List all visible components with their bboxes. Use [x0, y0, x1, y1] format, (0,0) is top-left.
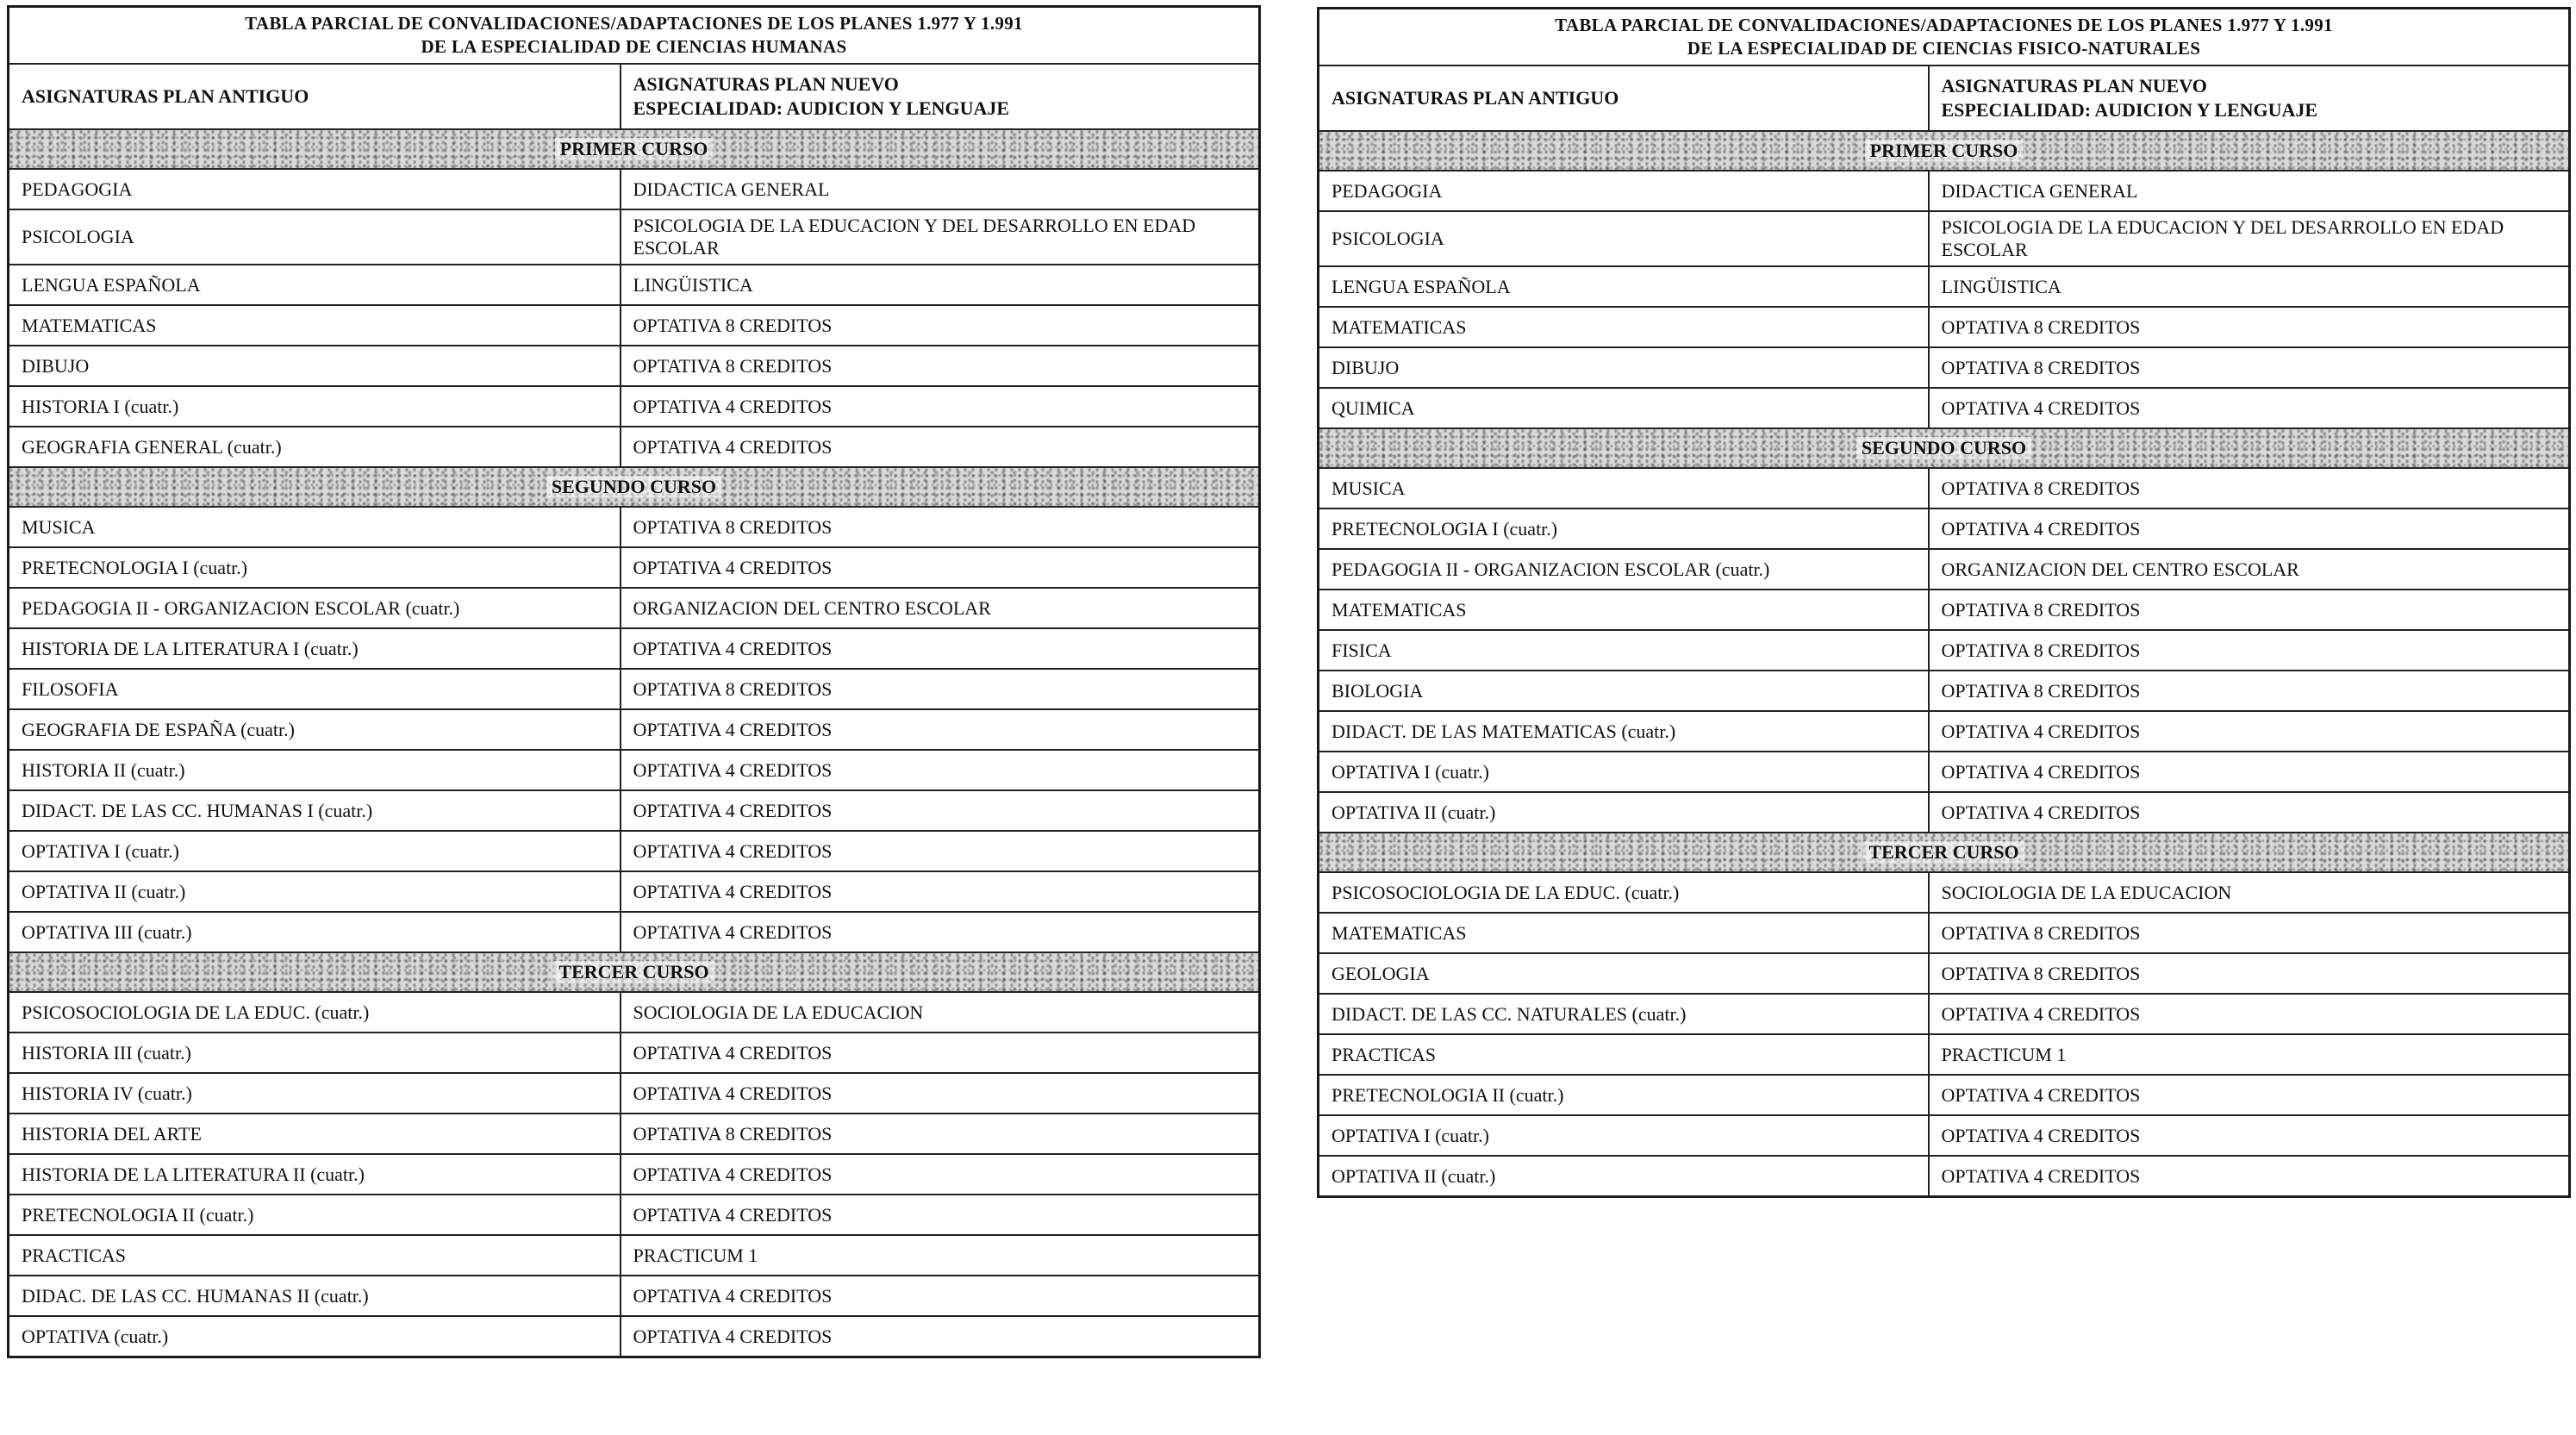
table-row: [9, 992, 1260, 1033]
new-subject-cell: OPTATIVA 4 CREDITOS: [621, 1073, 1260, 1114]
section-header-row: [9, 129, 1260, 169]
old-subject-cell: HISTORIA IV (cuatr.): [9, 1073, 621, 1114]
table-row: [9, 1235, 1260, 1276]
old-subject-cell: HISTORIA II (cuatr.): [9, 750, 621, 790]
table-row: [9, 1276, 1260, 1316]
table-row: [9, 588, 1260, 628]
section-title: SEGUNDO CURSO: [1856, 437, 2031, 459]
new-subject-cell: OPTATIVA 8 CREDITOS: [621, 507, 1260, 547]
old-subject-cell: PEDAGOGIA II - ORGANIZACION ESCOLAR (cuatr.): [1319, 549, 1929, 590]
table-row: [1319, 307, 2570, 347]
old-subject-cell: PSICOLOGIA: [1319, 211, 1929, 266]
new-subject-cell: OPTATIVA 4 CREDITOS: [1929, 388, 2570, 428]
old-subject-cell: MUSICA: [9, 507, 621, 547]
new-subject-cell: OPTATIVA 4 CREDITOS: [1929, 1156, 2570, 1197]
table-row: [1319, 549, 2570, 590]
old-subject-cell: MATEMATICAS: [1319, 590, 1929, 630]
table-row: [9, 831, 1260, 871]
old-subject-cell: PRETECNOLOGIA I (cuatr.): [1319, 508, 1929, 549]
new-subject-cell: OPTATIVA 4 CREDITOS: [621, 386, 1260, 427]
table-row: [9, 1154, 1260, 1195]
old-subject-cell: MATEMATICAS: [1319, 913, 1929, 953]
old-subject-cell: LENGUA ESPAÑOLA: [9, 265, 621, 305]
section-header: [9, 952, 1260, 992]
table-title-row: [1319, 9, 2570, 66]
title-line-2: DE LA ESPECIALIDAD DE CIENCIAS HUMANAS: [421, 36, 847, 57]
table-row: [1319, 1034, 2570, 1075]
table-row: [9, 305, 1260, 346]
old-subject-cell: GEOLOGIA: [1319, 953, 1929, 994]
new-subject-cell: OPTATIVA 4 CREDITOS: [621, 750, 1260, 790]
section-header-row: [1319, 131, 2570, 171]
table-row: [1319, 1156, 2570, 1197]
old-subject-cell: DIBUJO: [9, 346, 621, 386]
old-subject-cell: DIBUJO: [1319, 347, 1929, 388]
old-subject-cell: DIDACT. DE LAS MATEMATICAS (cuatr.): [1319, 711, 1929, 752]
column-header-row: [9, 64, 1260, 129]
old-subject-cell: DIDACT. DE LAS CC. NATURALES (cuatr.): [1319, 994, 1929, 1034]
table-row: [1319, 872, 2570, 913]
old-subject-cell: BIOLOGIA: [1319, 671, 1929, 711]
new-subject-cell: PRACTICUM 1: [621, 1235, 1260, 1276]
new-subject-cell: OPTATIVA 4 CREDITOS: [621, 547, 1260, 588]
old-subject-cell: OPTATIVA III (cuatr.): [9, 912, 621, 952]
table-row: [9, 265, 1260, 305]
new-subject-cell: OPTATIVA 4 CREDITOS: [621, 427, 1260, 467]
new-subject-cell: LINGÜISTICA: [621, 265, 1260, 305]
section-header: [1319, 833, 2570, 872]
title-line-1: TABLA PARCIAL DE CONVALIDACIONES/ADAPTACIONES DE LOS PLANES 1.977 Y 1.991: [245, 13, 1023, 34]
section-header: [1319, 131, 2570, 171]
new-subject-cell: DIDACTICA GENERAL: [621, 169, 1260, 209]
new-subject-cell: DIDACTICA GENERAL: [1929, 171, 2570, 211]
table-row: [9, 1114, 1260, 1154]
table-row: [9, 1195, 1260, 1235]
section-header: [9, 467, 1260, 507]
new-subject-cell: OPTATIVA 8 CREDITOS: [621, 669, 1260, 709]
section-title: TERCER CURSO: [553, 961, 714, 983]
new-subject-cell: OPTATIVA 4 CREDITOS: [621, 628, 1260, 669]
table-row: [9, 871, 1260, 912]
new-subject-cell: PSICOLOGIA DE LA EDUCACION Y DEL DESARROLLO EN EDAD ESCOLAR: [621, 209, 1260, 265]
title-line-2: DE LA ESPECIALIDAD DE CIENCIAS FISICO-NATURALES: [1687, 38, 2201, 59]
new-subject-cell: OPTATIVA 8 CREDITOS: [1929, 347, 2570, 388]
new-subject-cell: OPTATIVA 8 CREDITOS: [1929, 913, 2570, 953]
new-subject-cell: OPTATIVA 4 CREDITOS: [621, 1316, 1260, 1357]
table-row: [9, 790, 1260, 831]
title-line-1: TABLA PARCIAL DE CONVALIDACIONES/ADAPTACIONES DE LOS PLANES 1.977 Y 1.991: [1555, 15, 2333, 35]
new-subject-cell: OPTATIVA 4 CREDITOS: [621, 912, 1260, 952]
section-title: PRIMER CURSO: [555, 138, 714, 159]
old-subject-cell: OPTATIVA II (cuatr.): [9, 871, 621, 912]
section-header-row: [9, 467, 1260, 507]
old-subject-cell: LENGUA ESPAÑOLA: [1319, 266, 1929, 307]
new-subject-cell: OPTATIVA 8 CREDITOS: [621, 305, 1260, 346]
table-row: [9, 669, 1260, 709]
table-row: [1319, 913, 2570, 953]
table-row: [1319, 1115, 2570, 1156]
old-subject-cell: FISICA: [1319, 630, 1929, 671]
old-subject-cell: PEDAGOGIA II - ORGANIZACION ESCOLAR (cuatr.): [9, 588, 621, 628]
old-subject-cell: HISTORIA DE LA LITERATURA I (cuatr.): [9, 628, 621, 669]
section-title: PRIMER CURSO: [1865, 140, 2024, 161]
table-title: [9, 7, 1260, 65]
new-subject-cell: OPTATIVA 4 CREDITOS: [1929, 508, 2570, 549]
column-header-new: [1929, 66, 2570, 131]
new-subject-cell: OPTATIVA 4 CREDITOS: [1929, 994, 2570, 1034]
old-subject-cell: PRETECNOLOGIA I (cuatr.): [9, 547, 621, 588]
table-row: [9, 709, 1260, 750]
table-row: [9, 1073, 1260, 1114]
new-subject-cell: OPTATIVA 8 CREDITOS: [1929, 590, 2570, 630]
table-row: [9, 547, 1260, 588]
old-subject-cell: MATEMATICAS: [1319, 307, 1929, 347]
table-row: [9, 750, 1260, 790]
table-row: [1319, 1075, 2570, 1115]
new-subject-cell: OPTATIVA 4 CREDITOS: [621, 790, 1260, 831]
old-subject-cell: FILOSOFIA: [9, 669, 621, 709]
table-row: [1319, 266, 2570, 307]
table-title: [1319, 9, 2570, 66]
old-subject-cell: PSICOLOGIA: [9, 209, 621, 265]
old-subject-cell: GEOGRAFIA GENERAL (cuatr.): [9, 427, 621, 467]
old-subject-cell: PEDAGOGIA: [1319, 171, 1929, 211]
new-subject-cell: OPTATIVA 4 CREDITOS: [621, 1154, 1260, 1195]
table-row: [1319, 388, 2570, 428]
new-subject-cell: ORGANIZACION DEL CENTRO ESCOLAR: [621, 588, 1260, 628]
table-row: [1319, 468, 2570, 508]
table-row: [1319, 994, 2570, 1034]
old-subject-cell: HISTORIA DEL ARTE: [9, 1114, 621, 1154]
table-row: [9, 346, 1260, 386]
new-subject-cell: OPTATIVA 8 CREDITOS: [621, 346, 1260, 386]
old-subject-cell: OPTATIVA I (cuatr.): [1319, 752, 1929, 792]
new-subject-cell: LINGÜISTICA: [1929, 266, 2570, 307]
new-subject-cell: OPTATIVA 4 CREDITOS: [1929, 752, 2570, 792]
new-subject-cell: OPTATIVA 8 CREDITOS: [621, 1114, 1260, 1154]
new-subject-cell: OPTATIVA 4 CREDITOS: [621, 1195, 1260, 1235]
table-ciencias-humanas: [7, 5, 1261, 1358]
section-title: SEGUNDO CURSO: [546, 476, 721, 497]
table-row: [1319, 752, 2570, 792]
table-row: [9, 1316, 1260, 1357]
old-subject-cell: PSICOSOCIOLOGIA DE LA EDUC. (cuatr.): [9, 992, 621, 1033]
new-subject-cell: OPTATIVA 4 CREDITOS: [1929, 1115, 2570, 1156]
old-subject-cell: DIDAC. DE LAS CC. HUMANAS II (cuatr.): [9, 1276, 621, 1316]
table-row: [1319, 347, 2570, 388]
new-subject-cell: SOCIOLOGIA DE LA EDUCACION: [1929, 872, 2570, 913]
section-header-row: [9, 952, 1260, 992]
table-row: [1319, 953, 2570, 994]
table-row: [1319, 630, 2570, 671]
table-row: [1319, 671, 2570, 711]
old-subject-cell: MUSICA: [1319, 468, 1929, 508]
old-subject-cell: HISTORIA DE LA LITERATURA II (cuatr.): [9, 1154, 621, 1195]
old-subject-cell: OPTATIVA I (cuatr.): [1319, 1115, 1929, 1156]
old-subject-cell: PSICOSOCIOLOGIA DE LA EDUC. (cuatr.): [1319, 872, 1929, 913]
old-subject-cell: GEOGRAFIA DE ESPAÑA (cuatr.): [9, 709, 621, 750]
new-subject-cell: OPTATIVA 8 CREDITOS: [1929, 307, 2570, 347]
table-row: [9, 1033, 1260, 1073]
section-header-row: [1319, 428, 2570, 468]
column-header-old: ASIGNATURAS PLAN ANTIGUO: [9, 64, 621, 129]
old-subject-cell: OPTATIVA II (cuatr.): [1319, 1156, 1929, 1197]
old-subject-cell: OPTATIVA I (cuatr.): [9, 831, 621, 871]
section-title: TERCER CURSO: [1863, 841, 2024, 863]
table-row: [9, 209, 1260, 265]
old-subject-cell: DIDACT. DE LAS CC. HUMANAS I (cuatr.): [9, 790, 621, 831]
new-subject-cell: OPTATIVA 8 CREDITOS: [1929, 630, 2570, 671]
column-header-new-line-2: ESPECIALIDAD: AUDICION Y LENGUAJE: [633, 97, 1010, 119]
old-subject-cell: OPTATIVA (cuatr.): [9, 1316, 621, 1357]
old-subject-cell: HISTORIA I (cuatr.): [9, 386, 621, 427]
section-header: [1319, 428, 2570, 468]
new-subject-cell: OPTATIVA 4 CREDITOS: [1929, 792, 2570, 833]
old-subject-cell: PRETECNOLOGIA II (cuatr.): [9, 1195, 621, 1235]
table-row: [1319, 508, 2570, 549]
section-header: [9, 129, 1260, 169]
table-body: [9, 7, 1260, 1357]
table-row: [9, 507, 1260, 547]
old-subject-cell: OPTATIVA II (cuatr.): [1319, 792, 1929, 833]
section-header-row: [1319, 833, 2570, 872]
table-title-row: [9, 7, 1260, 65]
new-subject-cell: OPTATIVA 8 CREDITOS: [1929, 468, 2570, 508]
new-subject-cell: OPTATIVA 4 CREDITOS: [1929, 1075, 2570, 1115]
new-subject-cell: PRACTICUM 1: [1929, 1034, 2570, 1075]
new-subject-cell: OPTATIVA 4 CREDITOS: [621, 831, 1260, 871]
table-row: [1319, 711, 2570, 752]
old-subject-cell: MATEMATICAS: [9, 305, 621, 346]
new-subject-cell: OPTATIVA 8 CREDITOS: [1929, 671, 2570, 711]
new-subject-cell: OPTATIVA 4 CREDITOS: [621, 1033, 1260, 1073]
new-subject-cell: ORGANIZACION DEL CENTRO ESCOLAR: [1929, 549, 2570, 590]
table-row: [1319, 211, 2570, 266]
column-header-new: [621, 64, 1260, 129]
table-row: [1319, 171, 2570, 211]
table-row: [9, 912, 1260, 952]
table-row: [9, 628, 1260, 669]
old-subject-cell: PEDAGOGIA: [9, 169, 621, 209]
old-subject-cell: PRACTICAS: [1319, 1034, 1929, 1075]
old-subject-cell: HISTORIA III (cuatr.): [9, 1033, 621, 1073]
table-row: [1319, 792, 2570, 833]
old-subject-cell: QUIMICA: [1319, 388, 1929, 428]
column-header-new-line-2: ESPECIALIDAD: AUDICION Y LENGUAJE: [1941, 99, 2318, 121]
new-subject-cell: OPTATIVA 4 CREDITOS: [621, 1276, 1260, 1316]
new-subject-cell: PSICOLOGIA DE LA EDUCACION Y DEL DESARROLLO EN EDAD ESCOLAR: [1929, 211, 2570, 266]
column-header-old: ASIGNATURAS PLAN ANTIGUO: [1319, 66, 1929, 131]
new-subject-cell: OPTATIVA 8 CREDITOS: [1929, 953, 2570, 994]
column-header-new-line-1: ASIGNATURAS PLAN NUEVO: [633, 73, 899, 95]
table-row: [1319, 590, 2570, 630]
old-subject-cell: PRACTICAS: [9, 1235, 621, 1276]
table-row: [9, 169, 1260, 209]
table-row: [9, 386, 1260, 427]
new-subject-cell: OPTATIVA 4 CREDITOS: [1929, 711, 2570, 752]
new-subject-cell: SOCIOLOGIA DE LA EDUCACION: [621, 992, 1260, 1033]
table-ciencias-fisico-naturales: [1317, 7, 2571, 1198]
new-subject-cell: OPTATIVA 4 CREDITOS: [621, 709, 1260, 750]
column-header-row: [1319, 66, 2570, 131]
new-subject-cell: OPTATIVA 4 CREDITOS: [621, 871, 1260, 912]
column-header-new-line-1: ASIGNATURAS PLAN NUEVO: [1941, 75, 2207, 97]
old-subject-cell: PRETECNOLOGIA II (cuatr.): [1319, 1075, 1929, 1115]
table-body: [1319, 9, 2570, 1197]
table-row: [9, 427, 1260, 467]
